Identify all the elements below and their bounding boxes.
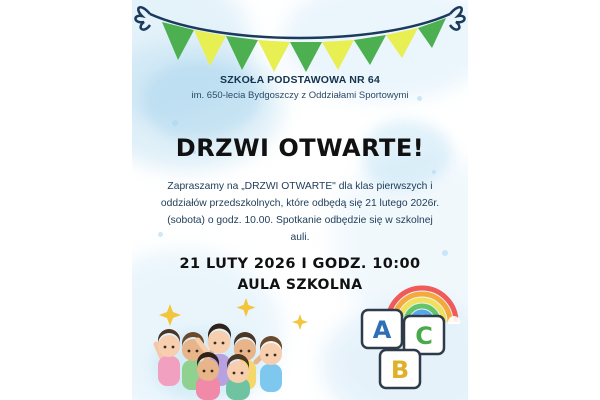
bunting-icon	[132, 0, 468, 78]
poster-sheet	[132, 0, 468, 400]
school-subtitle: im. 650-lecia Bydgoszczy z Oddziałami Sportowymi	[191, 90, 409, 101]
poster-body-text: Zapraszamy na „DRZWI OTWARTE" dla klas pierwszych i oddziałów przedszkolnych, które odbędą się 21 lutego 2026r. (sobota) o godz. 10.00. Spotkanie odbędzie się w szkolnej auli.	[160, 181, 440, 243]
event-place-line: AULA SZKOLNA	[237, 277, 363, 293]
block-letter-a: A	[372, 316, 392, 344]
block-letter-b: B	[390, 356, 410, 384]
kids-group-icon	[150, 300, 320, 400]
paint-dot	[432, 170, 436, 174]
poster-title: DRZWI OTWARTE!	[175, 134, 425, 162]
block-letter-c: C	[415, 322, 433, 350]
event-date-line: 21 LUTY 2026 I GODZ. 10:00	[179, 256, 421, 272]
abc-blocks-icon	[354, 300, 454, 396]
school-name: SZKOŁA PODSTAWOWA NR 64	[220, 74, 380, 86]
paint-dot	[172, 120, 178, 126]
